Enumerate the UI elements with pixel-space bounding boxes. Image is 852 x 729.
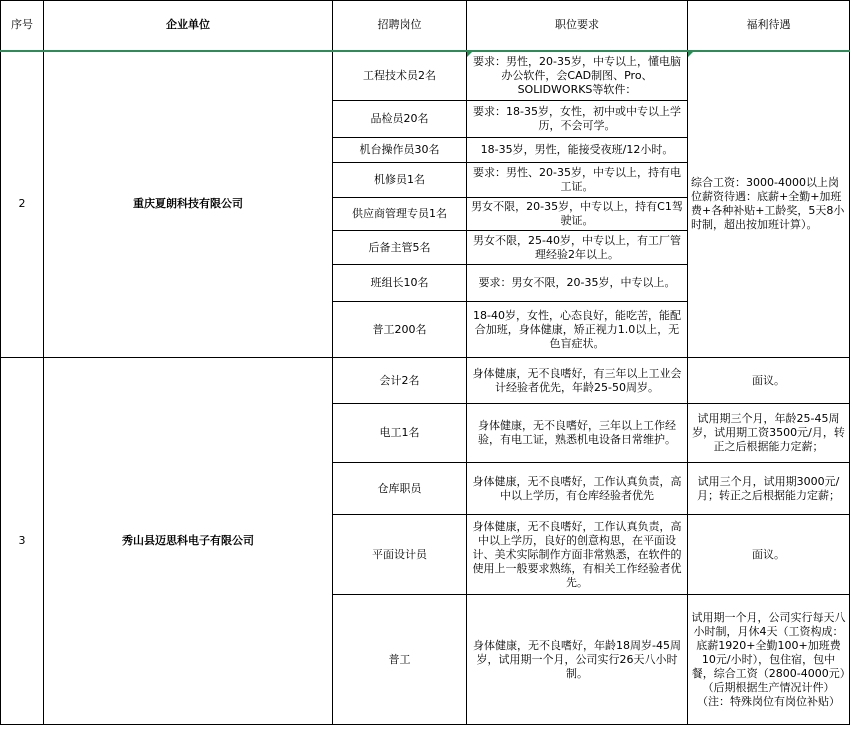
requirements-cell[interactable]: 要求：18-35岁，女性，初中或中专以上学历，不会可学。 [467,101,688,138]
table-row [1,51,850,101]
requirements-cell[interactable]: 18-35岁，男性，能接受夜班/12小时。 [467,138,688,163]
table-row [1,358,850,404]
position-cell[interactable]: 仓库职员 [333,463,467,515]
requirements-cell[interactable]: 18-40岁，女性，心态良好，能吃苦，能配合加班，身体健康，矫正视力1.0以上，无色盲症状。 [467,302,688,358]
position-cell[interactable]: 平面设计员 [333,515,467,595]
header-company[interactable]: 企业单位 [44,1,333,51]
benefits-cell[interactable]: 面议。 [688,358,850,404]
benefits-cell[interactable]: 综合工资：3000-4000以上岗位薪资待遇：底薪+全勤+加班费+各种补贴+工龄奖，5天8小时制，超出按加班计算）。 [688,51,850,358]
requirements-cell[interactable]: 身体健康，无不良嗜好，三年以上工作经验，有电工证，熟悉机电设备日常维护。 [467,404,688,463]
requirements-cell[interactable]: 要求：男性，20-35岁，中专以上，懂电脑办公软件，会CAD制图、Pro、SOLIDWORKS等软件： [467,51,688,101]
requirements-cell[interactable]: 身体健康，无不良嗜好，有三年以上工业会计经验者优先，年龄25-50周岁。 [467,358,688,404]
seq-cell[interactable]: 2 [1,51,44,358]
requirements-cell[interactable]: 男女不限，25-40岁，中专以上，有工厂管理经验2年以上。 [467,231,688,265]
requirements-cell[interactable]: 身体健康，无不良嗜好，年龄18周岁-45周岁，试用期一个月，公司实行26天八小时制。 [467,595,688,725]
requirements-cell[interactable]: 身体健康，无不良嗜好，工作认真负责，高中以上学历，有仓库经验者优先 [467,463,688,515]
requirements-cell[interactable]: 要求：男女不限，20-35岁，中专以上。 [467,265,688,302]
company-cell[interactable]: 秀山县迈思科电子有限公司 [44,358,333,725]
position-cell[interactable]: 机修员1名 [333,163,467,198]
benefits-cell[interactable]: 试用期一个月，公司实行每天八小时制，月休4天（工资构成：底薪1920+全勤100+加班费10元/小时），包住宿，包中餐，综合工资（2800-4000元）（后期根据生产情况计件）（注：特殊岗位有岗位补贴） [688,595,850,725]
header-benefits[interactable]: 福利待遇 [688,1,850,51]
position-cell[interactable]: 工程技术员2名 [333,51,467,101]
benefits-cell[interactable]: 试用期三个月，年龄25-45周岁，试用期工资3500元/月，转正之后根据能力定薪； [688,404,850,463]
benefits-cell[interactable]: 面议。 [688,515,850,595]
position-cell[interactable]: 供应商管理专员1名 [333,198,467,231]
requirements-cell[interactable]: 男女不限，20-35岁，中专以上，持有C1驾驶证。 [467,198,688,231]
header-position[interactable]: 招聘岗位 [333,1,467,51]
company-cell[interactable]: 重庆夏朗科技有限公司 [44,51,333,358]
position-cell[interactable]: 班组长10名 [333,265,467,302]
position-cell[interactable]: 品检员20名 [333,101,467,138]
position-cell[interactable]: 普工200名 [333,302,467,358]
header-row [1,1,850,51]
position-cell[interactable]: 后备主管5名 [333,231,467,265]
position-cell[interactable]: 电工1名 [333,404,467,463]
requirements-cell[interactable]: 身体健康，无不良嗜好，工作认真负责，高中以上学历，良好的创意构思，在平面设计、美术实际制作方面非常熟悉，在软件的使用上一般要求熟练，有相关工作经验者优先。 [467,515,688,595]
requirements-cell[interactable]: 要求：男性、20-35岁，中专以上，持有电工证。 [467,163,688,198]
header-seq[interactable]: 序号 [1,1,44,51]
seq-cell[interactable]: 3 [1,358,44,725]
benefits-cell[interactable]: 试用三个月，试用期3000元/月；转正之后根据能力定薪； [688,463,850,515]
position-cell[interactable]: 机台操作员30名 [333,138,467,163]
position-cell[interactable]: 会计2名 [333,358,467,404]
header-requirements[interactable]: 职位要求 [467,1,688,51]
position-cell[interactable]: 普工 [333,595,467,725]
